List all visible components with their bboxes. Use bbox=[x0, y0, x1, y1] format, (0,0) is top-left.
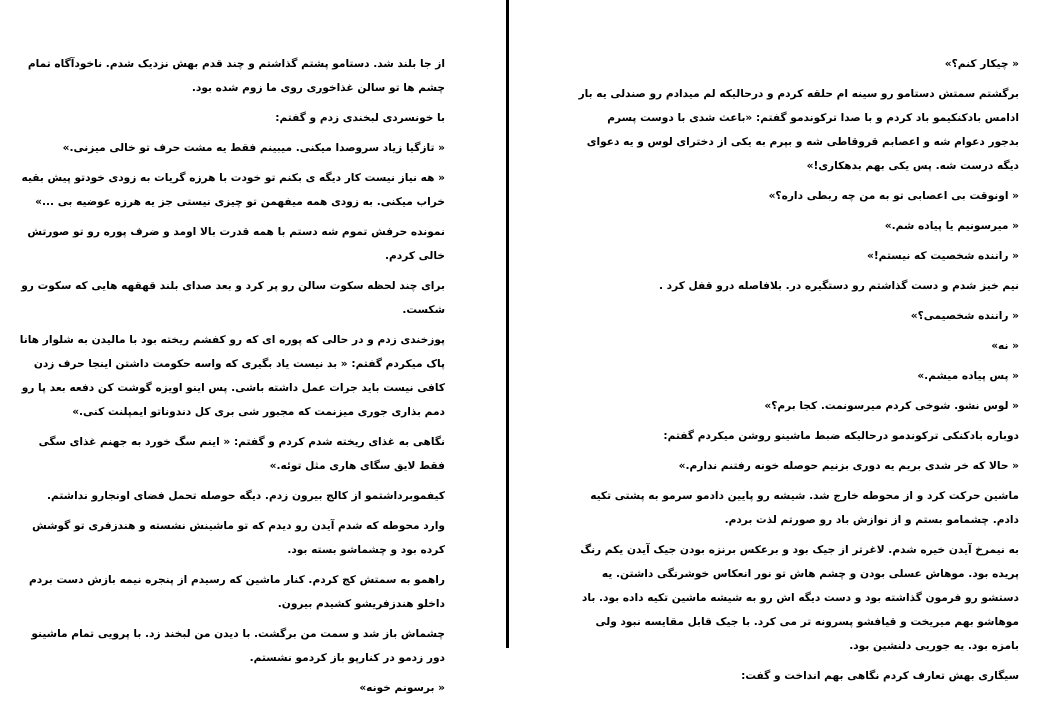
paragraph: « هه نیاز نیست کار دیگه ی بکنم تو خودت با هرزه گریات به زودی خودتو پیش بقیه خراب میکنی. به زودی همه میفهمن تو چیزی نیستی جز یه هرزه عوضیه بی ...» bbox=[21, 172, 445, 208]
paragraph: « لوس نشو. شوخی کردم میرسونمت. کجا برم؟» bbox=[764, 400, 1019, 412]
paragraph: وارد محوطه که شدم آیدن رو دیدم که تو ماشینش نشسته و هندزفری تو گوشش کرده بود و چشماشو بسته بود. bbox=[32, 520, 445, 556]
paragraph: برگشتم سمتش دستامو رو سینه ام حلقه کردم و درحالیکه لم میدادم رو صندلی یه بار ادامس بادکنکیمو باد کردم و با صدا ترکوندمو گفتم: «باعث شدی با دوست پسرم بدجور دعوام شه و اعصابم قروقاطی شه و بپرم به یکی از دخترای لوس و یه دعوای دیگه درست شه. پس یکی بهم بدهکاری!» bbox=[578, 88, 1019, 172]
paragraph: « برسونم خونه» bbox=[359, 682, 445, 694]
page-divider bbox=[506, 0, 509, 648]
paragraph: « حالا که خر شدی بریم یه دوری بزنیم حوصله خونه رفتنم ندارم.» bbox=[678, 460, 1019, 472]
paragraph: سیگاری بهش تعارف کردم نگاهی بهم انداخت و گفت: bbox=[741, 670, 1019, 682]
paragraph: نمونده حرفش تموم شه دستم با همه قدرت بالا اومد و ضرف پوره رو تو صورتش خالی کردم. bbox=[27, 226, 445, 262]
paragraph: « چیکار کنم؟» bbox=[944, 58, 1019, 70]
paragraph: « اونوقت بی اعصابی تو به من چه ربطی داره؟» bbox=[768, 190, 1019, 202]
paragraph: دوباره بادکنکی ترکوندمو درحالیکه ضبط ماشینو روشن میکردم گفتم: bbox=[663, 430, 1019, 442]
paragraph: « راننده شخصیمی؟» bbox=[910, 310, 1019, 322]
paragraph: « تازگیا زیاد سروصدا میکنی. میبینم فقط یه مشت حرف تو خالی میزنی.» bbox=[62, 142, 445, 154]
paragraph: « نه» bbox=[991, 340, 1019, 352]
paragraph: به نیمرخ آیدن خیره شدم. لاغرتر از جیک بود و برعکس برنزه بودن جیک آیدن یکم رنگ پریده بود. موهاش عسلی بودن و چشم هاش تو نور انعکاس خوشرنگی داشتن. یه دستشو رو فرمون گذاشته بود و دست دیگه اش رو به شیشه ماشین تکیه داده بود. باد موهاشو بهم میریخت و قیافشو پسرونه تر می کرد. با جیک قابل مقایسه نبود ولی بامزه بود. یه جوریی دلنشین بود. bbox=[580, 544, 1019, 652]
paragraph: برای چند لحظه سکوت سالن رو پر کرد و بعد صدای بلند قهقهه هایی که سکوت رو شکست. bbox=[21, 280, 445, 316]
paragraph: نیم خیز شدم و دست گذاشتم رو دستگیره در. بلافاصله درو قفل کرد . bbox=[658, 280, 1019, 292]
paragraph: از جا بلند شد. دستامو پشتم گذاشتم و چند قدم بهش نزدیک شدم. ناخودآگاه تمام چشم ها تو سالن غذاخوری روی ما زوم شده بود. bbox=[27, 58, 445, 94]
paragraph: « پس پیاده میشم.» bbox=[917, 370, 1019, 382]
paragraph: چشماش باز شد و سمت من برگشت. با دیدن من لبخند زد. با پرویی تمام ماشینو دور زدمو در کنارپو باز کردمو نشستم. bbox=[31, 628, 445, 664]
paragraph: نگاهی به غذای ریخته شدم کردم و گفتم: « اینم سگ خورد به جهنم غذای سگی فقط لایق سگای هاری مثل توئه.» bbox=[38, 436, 445, 472]
paragraph: پوزخندی زدم و در حالی که پوره ای که رو کفشم ریخته بود با مالیدن به شلوار هانا پاک میکردم گفتم: « بد نیست یاد بگیری که واسه حکومت داشتن اینجا حرف زدن کافی نیست باید جرات عمل داشته باشی. پس اینو اویزه گوشت کن دفعه بعد پا رو دمم بذاری جوری میزنمت که مجبور شی بری کل دندوناتو ایمپلنت کنی.» bbox=[19, 334, 445, 418]
paragraph: « راننده شخصیت که نیستم!» bbox=[866, 250, 1019, 262]
paragraph: « میرسونیم یا پیاده شم.» bbox=[884, 220, 1019, 232]
paragraph: با خونسردی لبخندی زدم و گفتم: bbox=[275, 112, 445, 124]
right-page bbox=[576, 52, 1019, 694]
left-page bbox=[18, 52, 445, 706]
paragraph: ماشین حرکت کرد و از محوطه خارج شد. شیشه رو پایین دادمو سرمو به پشتی تکیه دادم. چشمامو بستم و از نوازش باد رو صورتم لذت بردم. bbox=[590, 490, 1019, 526]
paragraph: کیفموبرداشتمو از کالج بیرون زدم. دیگه حوصله تحمل فضای اونجارو نداشتم. bbox=[47, 490, 445, 502]
paragraph: راهمو به سمتش کج کردم. کنار ماشین که رسیدم از پنجره نیمه بازش دست بردم داخلو هندزفریشو کشیدم بیرون. bbox=[29, 574, 445, 610]
